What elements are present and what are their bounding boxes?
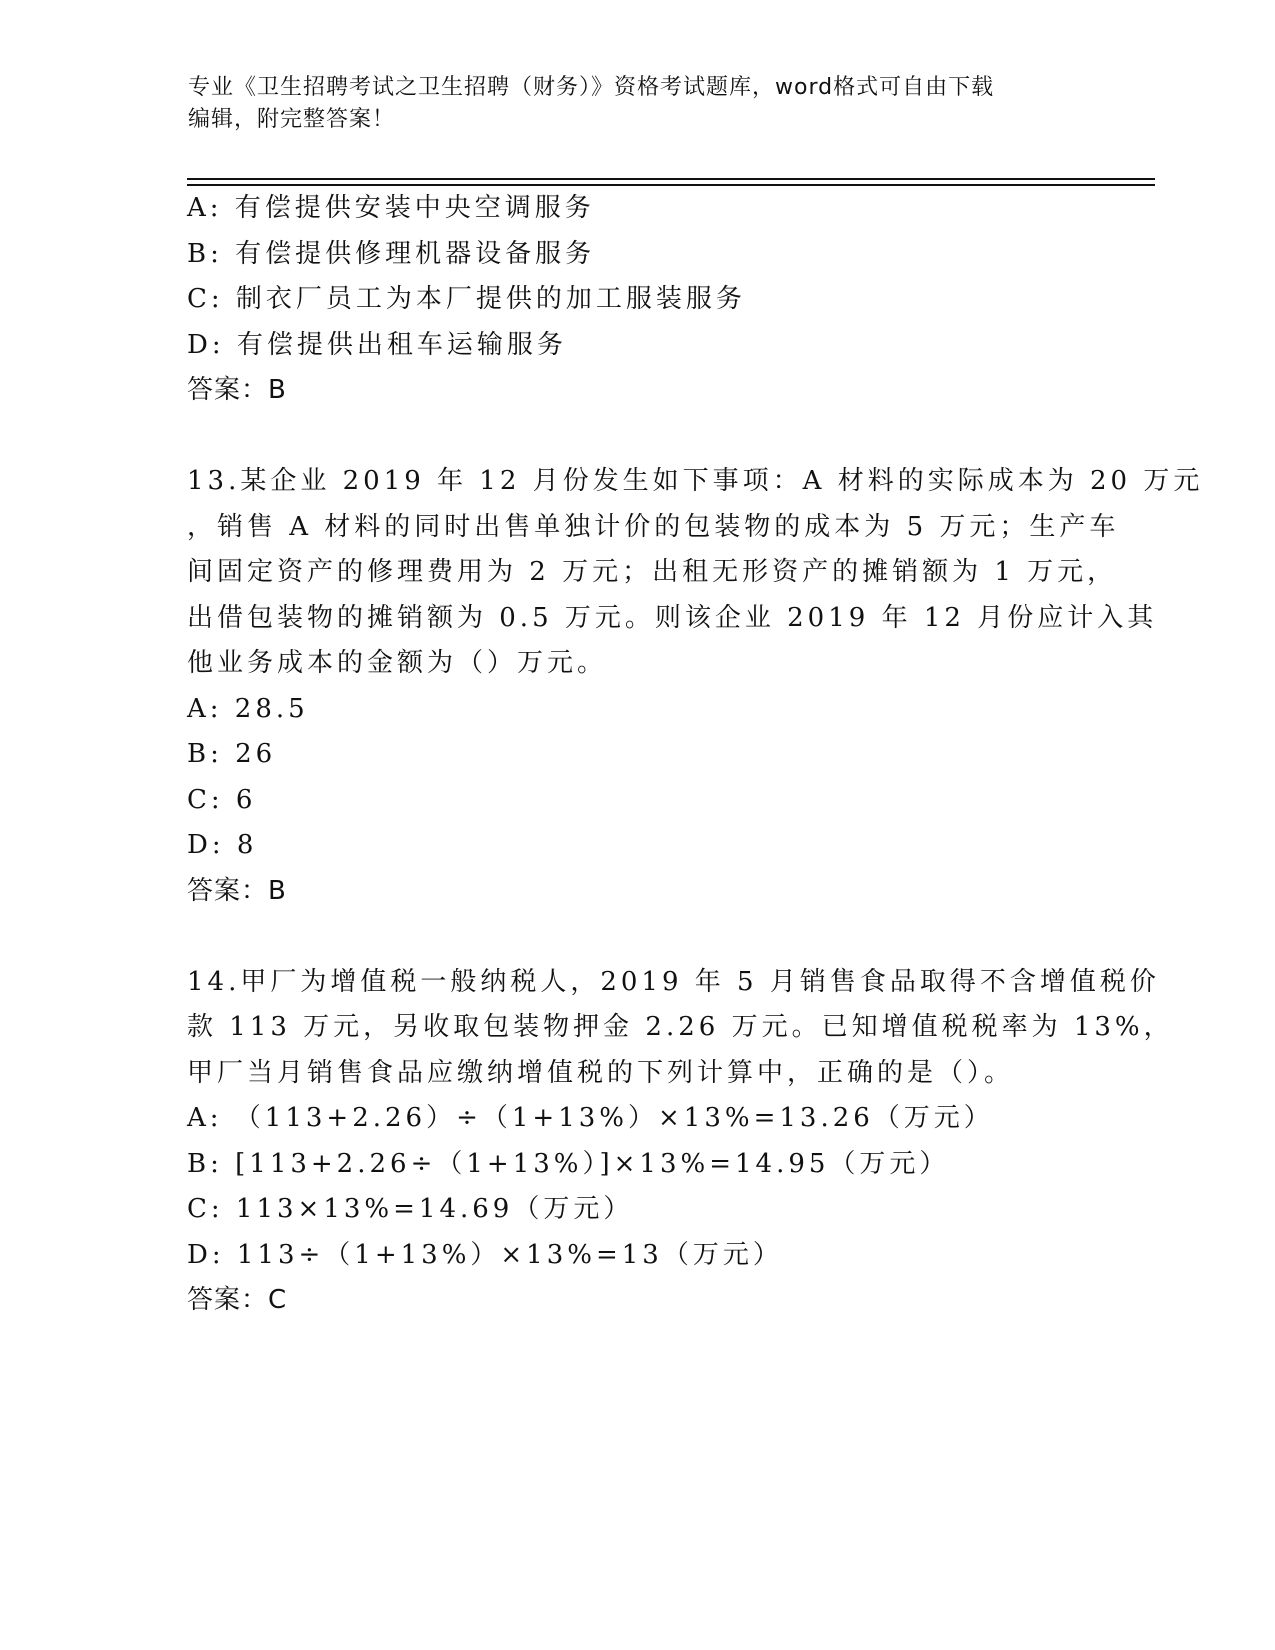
document-header [188, 72, 1088, 136]
option-b: B: 有偿提供修理机器设备服务 [187, 238, 596, 269]
option-a: A: 28.5 [187, 693, 309, 724]
option-d: D: 有偿提供出租车运输服务 [187, 329, 567, 360]
option-b: B: 26 [187, 739, 277, 769]
question-13 [187, 459, 1204, 914]
option-c: C: 6 [187, 784, 257, 815]
header-line-2: 编辑，附完整答案！ [188, 107, 396, 132]
answer-line: 答案：B [187, 375, 287, 405]
question-stem-line: 他业务成本的金额为（）万元。 [187, 648, 608, 678]
option-a: A: 有偿提供安装中央空调服务 [187, 193, 595, 223]
document-body [187, 186, 1204, 1324]
question-stem-line: 出借包装物的摊销额为 0.5 万元。则该企业 2019 年 12 月份应计入其 [187, 602, 1158, 633]
question-14 [187, 960, 1174, 1324]
spacer [187, 414, 1087, 460]
question-stem-line: 甲厂当月销售食品应缴纳增值税的下列计算中，正确的是（）。 [187, 1057, 1015, 1088]
question-stem-line: 间固定资产的修理费用为 2 万元；出租无形资产的摊销额为 1 万元， [187, 557, 1118, 587]
option-c: C: 113×13%=14.69（万元） [187, 1194, 634, 1224]
option-a: A: （113+2.26）÷（1+13%）×13%=13.26（万元） [187, 1103, 994, 1133]
option-c: C: 制衣厂员工为本厂提供的加工服装服务 [187, 284, 746, 314]
question-12 [187, 186, 1087, 414]
answer-line: 答案：C [187, 1285, 288, 1315]
question-stem-line: 13.某企业 2019 年 12 月份发生如下事项：A 材料的实际成本为 20 万元 [187, 466, 1204, 496]
option-b: B: [113+2.26÷（1+13%）]×13%=14.95（万元） [187, 1148, 950, 1179]
header-line-1: 专业《卫生招聘考试之卫生招聘（财务）》资格考试题库，word格式可自由下载 [188, 75, 995, 100]
question-stem-line: 14.甲厂为增值税一般纳税人，2019 年 5 月销售食品取得不含增值税价 [187, 966, 1160, 997]
question-stem-line: ，销售 A 材料的同时出售单独计价的包装物的成本为 5 万元；生产车 [187, 511, 1120, 542]
spacer [187, 914, 1087, 960]
question-stem-line: 款 113 万元，另收取包装物押金 2.26 万元。已知增值税税率为 13%， [187, 1012, 1174, 1042]
answer-line: 答案：B [187, 875, 287, 906]
option-d: D: 8 [187, 830, 258, 860]
header-rule-top [187, 178, 1155, 180]
option-d: D: 113÷（1+13%）×13%=13（万元） [187, 1239, 783, 1270]
